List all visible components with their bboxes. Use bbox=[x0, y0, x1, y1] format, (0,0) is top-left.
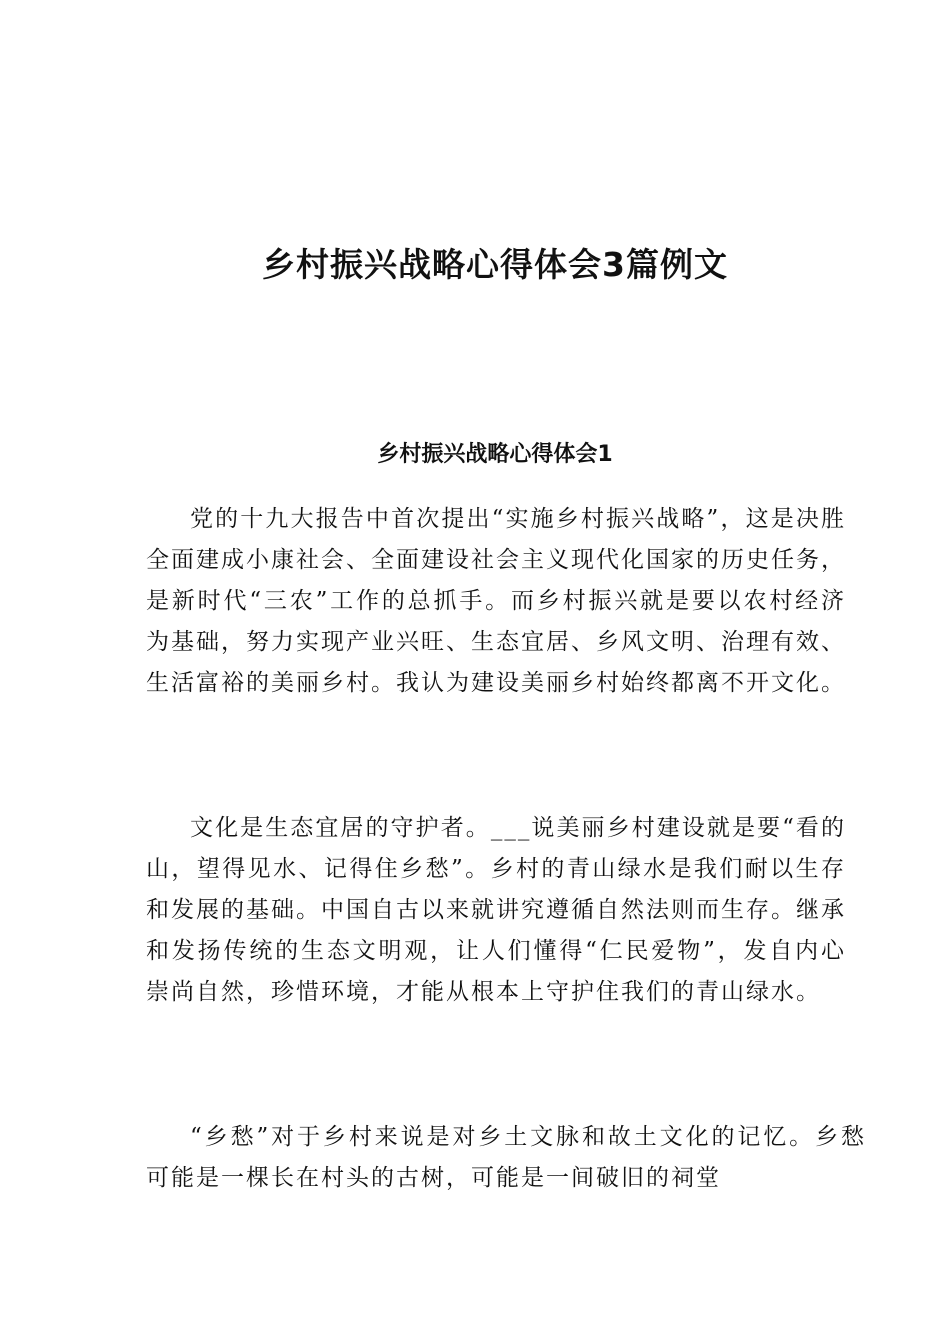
paragraph-1: 党的十九大报告中首次提出“实施乡村振兴战略”，这是决胜全面建成小康社会、全面建设社会主义现代化国家的历史任务，是新时代“三农”工作的总抓手。而乡村振兴就是要以农村经济为基础，努力实现产业兴旺、生态宜居、乡风文明、治理有效、生活富裕的美丽乡村。我认为建设美丽乡村始终都离不开文化。 bbox=[146, 506, 846, 696]
section-title: 乡村振兴战略心得体会1 bbox=[377, 442, 613, 467]
paragraph-2: 文化是生态宜居的守护者。___说美丽乡村建设就是要“看的山，望得见水、记得住乡愁”。乡村的青山绿水是我们耐以生存和发展的基础。中国自古以来就讲究遵循自然法则而生存。继承和发扬传统的生态文明观，让人们懂得“仁民爱物”，发自内心崇尚自然，珍惜环境，才能从根本上守护住我们的青山绿水。 bbox=[146, 815, 846, 1005]
paragraph-3: “乡愁”对于乡村来说是对乡土文脉和故土文化的记忆。乡愁可能是一棵长在村头的古树，可能是一间破旧的祠堂 bbox=[146, 1124, 866, 1191]
document-title: 乡村振兴战略心得体会3篇例文 bbox=[262, 245, 728, 284]
